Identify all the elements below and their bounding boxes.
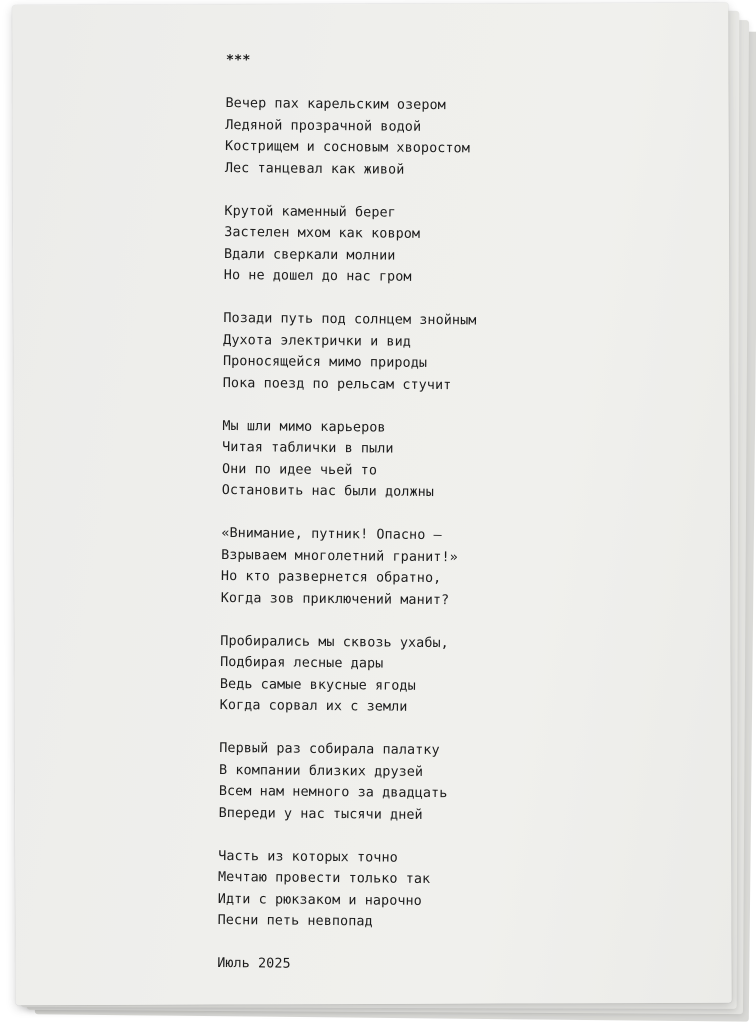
- poem-line: Подбирая лесные дары: [220, 654, 384, 672]
- poem-line: Когда зов приключений манит?: [220, 590, 450, 608]
- poem-line: Часть из которых точно: [218, 848, 398, 866]
- section-mark: ***: [225, 52, 251, 69]
- stanza: [218, 845, 689, 936]
- poem-line: Пока поезд по рельсам стучит: [222, 375, 452, 393]
- poem-line: «Внимание, путник! Опасно —: [221, 525, 442, 544]
- poem-line: Впереди у нас тысячи дней: [218, 805, 423, 823]
- poem-line: Они по идее чьей то: [221, 461, 378, 478]
- poem-line: Застелен мхом как ковром: [224, 224, 421, 242]
- poem-line: Лес танцевал как живой: [224, 160, 405, 178]
- poem-line: Крутой каменный берег: [224, 203, 396, 221]
- poem-line: Позади путь под солнцем знойным: [223, 310, 477, 329]
- poem-line: В компании близких друзей: [219, 762, 424, 780]
- poem-line: Вечер пах карельским озером: [225, 95, 446, 114]
- poem-line: Остановить нас были должны: [221, 482, 435, 501]
- stanza: [223, 308, 694, 399]
- poem-line: Когда сорвал их с земли: [219, 697, 408, 715]
- poem-line: Песни петь невпопад: [217, 912, 373, 930]
- poem-line: Духота электрички и вид: [223, 332, 412, 350]
- poem-line: Ведь самые вкусные ягоды: [219, 676, 416, 694]
- poem-date: Июль 2025: [217, 955, 291, 972]
- poem-line: Всем нам немного за двадцать: [218, 783, 448, 802]
- poem-line: Ледяной прозрачной водой: [225, 117, 422, 135]
- stanza: [224, 200, 695, 291]
- poem-line: Взрываем многолетний гранит!»: [221, 547, 458, 565]
- stanza: [220, 630, 691, 721]
- poem-line: Идти с рюкзаком и нарочно: [217, 891, 422, 909]
- poem-stanzas: [218, 93, 696, 936]
- poem-line: Мечтаю провести только так: [217, 869, 431, 887]
- stanza: [225, 93, 696, 184]
- poem-line: Но кто развернется обратно,: [220, 568, 442, 587]
- poem-line: Проносящейся мимо природы: [222, 353, 428, 371]
- stanza: [222, 415, 693, 506]
- poem-line: Первый раз собирала палатку: [219, 740, 440, 759]
- poem: [217, 50, 696, 979]
- stanza: [221, 523, 692, 614]
- poem-line: Вдали сверкали молнии: [223, 246, 396, 264]
- poem-line: Пробирались мы сквозь ухабы,: [220, 633, 449, 651]
- stanza: [219, 738, 690, 829]
- poem-line: Кострищем и сосновым хворостом: [225, 138, 470, 157]
- poem-line: Мы шли мимо карьеров: [222, 418, 386, 436]
- poem-line: Читая таблички в пыли: [222, 439, 394, 457]
- poem-line: Но не дошел до нас гром: [223, 267, 412, 285]
